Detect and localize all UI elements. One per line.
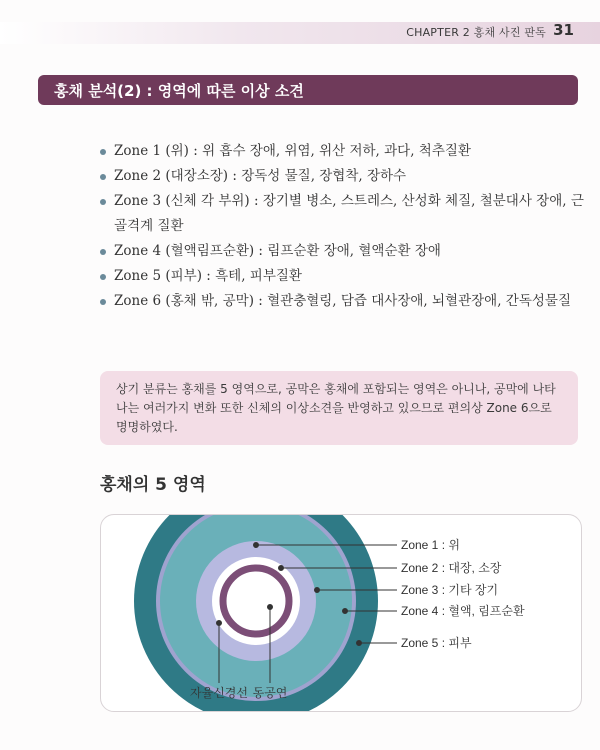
pointer-dot-zone-5 <box>357 641 362 646</box>
bullet-icon <box>100 149 106 155</box>
zone-label-1: Zone 1 : 위 <box>401 538 460 552</box>
pointer-dot-pupil <box>268 605 273 610</box>
zone-label-5: Zone 5 : 피부 <box>401 636 472 650</box>
zone-item-text: Zone 1 (위) : 위 흡수 장애, 위염, 위산 저하, 과다, 척추질환 <box>114 143 471 159</box>
section-title: 홍채 분석(2) : 영역에 따른 이상 소견 <box>54 82 304 100</box>
zone-item-6 <box>100 289 585 314</box>
zone-item-3 <box>100 189 585 239</box>
zone-list <box>100 139 585 314</box>
iris-diagram-panel <box>100 514 582 712</box>
chapter-header: CHAPTER 2 홍채 사진 판독 <box>406 26 546 39</box>
zone-label-3: Zone 3 : 기타 장기 <box>401 583 499 597</box>
zone-item-text: Zone 3 (신체 각 부위) : 장기별 병소, 스트레스, 산성화 체질, 철분대사 장애, 근골격계 질환 <box>114 193 584 234</box>
pointer-dot-zone-1 <box>254 543 259 548</box>
zone-item-2 <box>100 164 585 189</box>
bullet-icon <box>100 299 106 305</box>
pupil-border-label: 동공연 <box>252 686 288 700</box>
pointer-dot-autonomic <box>217 621 222 626</box>
section-title-bar <box>38 75 578 105</box>
page-number: 31 <box>553 21 574 39</box>
pointer-dot-zone-4 <box>343 609 348 614</box>
zone-item-1 <box>100 139 585 164</box>
autonomic-nerve-label: 자율신경선 <box>190 686 248 700</box>
zone-item-text: Zone 6 (홍채 밖, 공막) : 혈관충혈링, 담즙 대사장애, 뇌혈관장애, 간독성물질 <box>114 293 572 309</box>
bullet-icon <box>100 249 106 255</box>
zone-label-4: Zone 4 : 혈액, 림프순환 <box>401 604 525 618</box>
pointer-dot-zone-3 <box>315 588 320 593</box>
zone-item-5 <box>100 264 585 289</box>
bullet-icon <box>100 274 106 280</box>
note-text: 상기 분류는 홍채를 5 영역으로, 공막은 홍채에 포함되는 영역은 아니나, 공막에 나타나는 여러가지 변화 또한 신체의 이상소견을 반영하고 있으므로 편의상 Zone 6으로 명명하였다. <box>116 382 556 434</box>
note-box <box>100 371 578 445</box>
zone-item-text: Zone 5 (피부) : 흑테, 피부질환 <box>114 268 302 284</box>
pointer-dot-zone-2 <box>279 566 284 571</box>
zone-item-text: Zone 4 (혈액림프순환) : 림프순환 장애, 혈액순환 장애 <box>114 243 441 259</box>
zone-item-text: Zone 2 (대장소장) : 장독성 물질, 장협착, 장하수 <box>114 168 407 184</box>
zone-item-4 <box>100 239 585 264</box>
bullet-icon <box>100 199 106 205</box>
bullet-icon <box>100 174 106 180</box>
zone-label-2: Zone 2 : 대장, 소장 <box>401 561 502 575</box>
diagram-heading: 홍채의 5 영역 <box>100 475 206 495</box>
iris-zone-diagram <box>101 515 581 711</box>
